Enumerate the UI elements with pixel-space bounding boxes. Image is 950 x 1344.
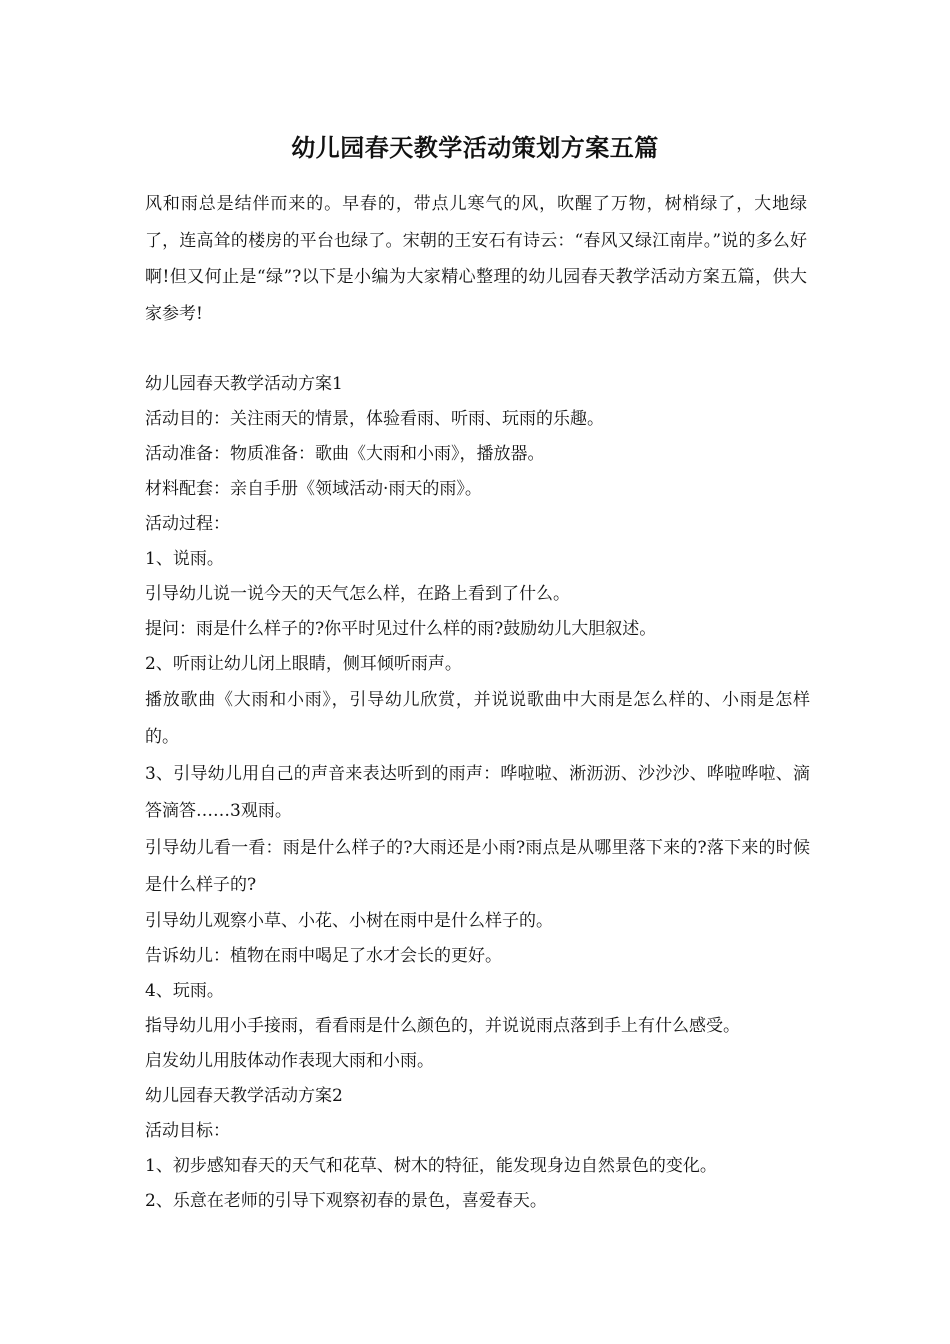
body-line: 1、初步感知春天的天气和花草、树木的特征，能发现身边自然景色的变化。 xyxy=(145,1156,717,1176)
body-line: 活动目标： xyxy=(145,1121,230,1141)
intro-paragraph xyxy=(145,186,807,332)
body-line: 4、玩雨。 xyxy=(145,981,224,1001)
body-line: 活动过程： xyxy=(145,514,230,534)
document-body xyxy=(145,367,810,1219)
section-heading: 幼儿园春天教学活动方案2 xyxy=(145,1086,343,1106)
body-line: 提问：雨是什么样子的?你平时见过什么样的雨?鼓励幼儿大胆叙述。 xyxy=(145,619,657,639)
body-line: 播放歌曲《大雨和小雨》，引导幼儿欣赏，并说说歌曲中大雨是怎么样的、小雨是怎样的。 xyxy=(145,690,810,747)
body-line: 告诉幼儿：植物在雨中喝足了水才会长的更好。 xyxy=(145,946,502,966)
section-heading: 幼儿园春天教学活动方案1 xyxy=(145,374,343,394)
body-line: 材料配套：亲自手册《领域活动·雨天的雨》。 xyxy=(145,479,482,499)
body-line: 引导幼儿观察小草、小花、小树在雨中是什么样子的。 xyxy=(145,911,553,931)
body-line: 3、引导幼儿用自己的声音来表达听到的雨声：哗啦啦、淅沥沥、沙沙沙、哗啦哗啦、滴答滴答……3观雨。 xyxy=(145,764,810,821)
body-line: 1、说雨。 xyxy=(145,549,224,569)
body-line: 2、乐意在老师的引导下观察初春的景色，喜爱春天。 xyxy=(145,1191,547,1211)
body-line: 指导幼儿用小手接雨，看看雨是什么颜色的，并说说雨点落到手上有什么感受。 xyxy=(145,1016,740,1036)
intro-text: 风和雨总是结伴而来的。早春的，带点儿寒气的风，吹醒了万物，树梢绿了，大地绿了，连高耸的楼房的平台也绿了。宋朝的王安石有诗云：“春风又绿江南岸。”说的多么好啊!但又何止是“绿”?以下是小编为大家精心整理的幼儿园春天教学活动方案五篇，供大家参考! xyxy=(145,194,807,324)
document-title: 幼儿园春天教学活动策划方案五篇 xyxy=(291,133,659,162)
body-line: 活动目的：关注雨天的情景，体验看雨、听雨、玩雨的乐趣。 xyxy=(145,409,604,429)
body-line: 2、听雨让幼儿闭上眼睛，侧耳倾听雨声。 xyxy=(145,654,462,674)
body-line: 启发幼儿用肢体动作表现大雨和小雨。 xyxy=(145,1051,434,1071)
body-line: 引导幼儿看一看：雨是什么样子的?大雨还是小雨?雨点是从哪里落下来的?落下来的时候是什么样子的? xyxy=(145,838,810,895)
body-line: 活动准备：物质准备：歌曲《大雨和小雨》，播放器。 xyxy=(145,444,545,464)
body-line: 引导幼儿说一说今天的天气怎么样，在路上看到了什么。 xyxy=(145,584,570,604)
